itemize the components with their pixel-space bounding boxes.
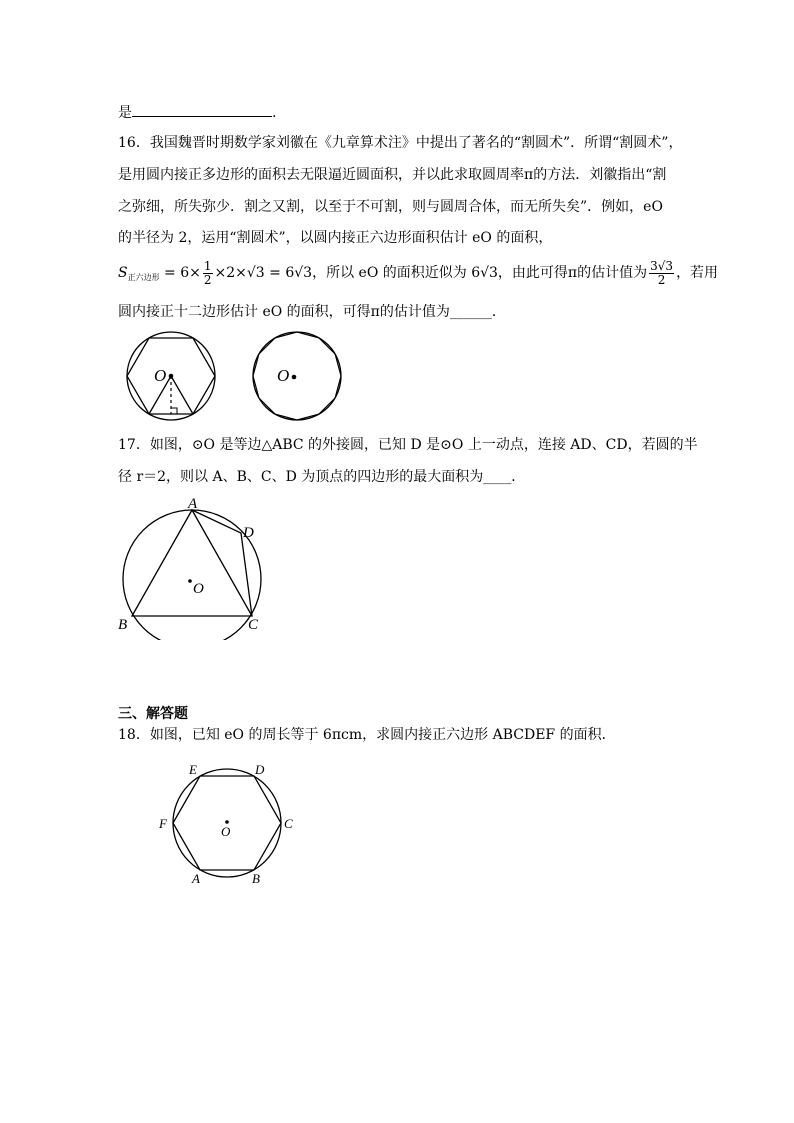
fraction-denominator: 2 [657,272,666,287]
q17-line-1: 17．如图，⊙O 是等边△ABC 的外接圆，已知 D 是⊙O 上一动点，连接 AD、CD，若圆的半 [118,437,698,453]
label-F: F [159,816,167,831]
answer-blank [132,104,272,117]
label-D: D [255,762,265,777]
q16-line-5-mid: ，所以 eO 的面积近似为 6√3，由此可得π的估计值为 [312,265,648,281]
q16-line-5 [118,258,718,293]
q16-figures [115,330,355,422]
fraction-numerator: 1 [203,258,212,273]
center-label: O [277,366,290,385]
fraction-pi-estimate [649,260,674,287]
period: . [272,105,277,121]
label-B: B [252,871,260,886]
q16-line-5-end: ，若用 [676,265,719,281]
q18-figure [155,758,300,890]
previous-answer-line [118,103,276,123]
label-C: C [248,617,259,633]
circle-right [253,332,341,420]
previous-answer-prefix: 是 [118,105,132,121]
section-heading: 三、解答题 [118,706,188,722]
circumcircle [123,510,261,640]
formula-eq: = 6× [159,265,201,281]
q16-line-6: 圆内接正十二边形估计 eO 的面积，可得π的估计值为______． [118,304,506,320]
equilateral-triangle [132,510,252,616]
label-O: O [221,824,231,839]
fraction-half [203,260,213,287]
label-A: A [188,496,198,512]
fraction-denominator: 2 [203,272,212,287]
q16-line-4: 的半径为 2，运用“割圆术”，以圆内接正六边形面积估计 eO 的面积， [118,230,553,246]
q16-line-1: 16．我国魏晋时期数学家刘徽在《九章算术注》中提出了著名的“割圆术”．所谓“割圆术”， [118,135,683,151]
center-point [169,374,174,379]
formula-tail: ×2×√3 = 6√3 [214,265,313,281]
q17-figure [110,495,280,640]
center-point [292,375,297,380]
label-A: A [192,871,200,886]
area-subscript: 正六边形 [127,273,160,282]
center-point [188,579,192,583]
label-E: E [189,762,197,777]
q16-line-2: 是用圆内接正多边形的面积去无限逼近圆面积，并以此求取圆周率π的方法．刘徽指出“割 [118,167,667,183]
label-B: B [118,617,128,633]
q17-line-2: 径 r＝2，则以 A、B、C、D 为顶点的四边形的最大面积为____． [118,469,526,485]
q16-line-3: 之弥细，所失弥少．割之又割，以至于不可割，则与圆周合体，而无所失矣”．例如，eO [118,199,663,215]
fraction-numerator: 3√3 [650,258,674,273]
area-symbol: S [118,265,128,281]
label-C: C [284,816,293,831]
label-D: D [243,525,254,541]
label-O: O [193,581,204,597]
center-label: O [154,366,167,385]
right-angle-mark [171,408,177,414]
q18-line-1: 18．如图，已知 eO 的周长等于 6πcm，求圆内接正六边形 ABCDEF 的面积． [118,727,616,743]
